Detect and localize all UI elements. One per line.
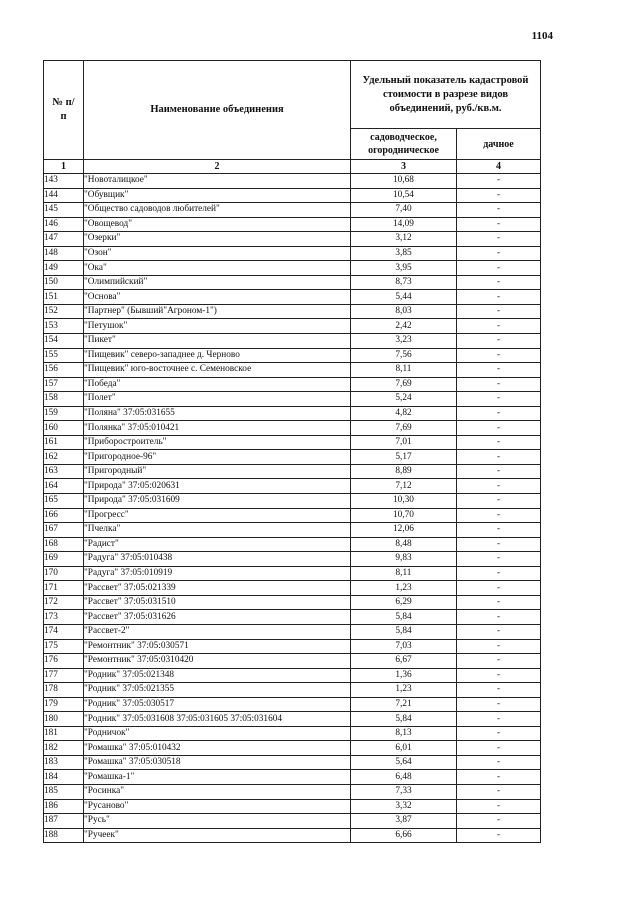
table-row [44, 334, 541, 349]
row-number-cell: 176 [44, 654, 84, 669]
row-garden-value-cell: 7,01 [351, 435, 457, 450]
table-row [44, 508, 541, 523]
row-dacha-value-cell: - [457, 363, 541, 378]
row-garden-value-cell: 14,09 [351, 217, 457, 232]
column-index-row [44, 160, 541, 174]
row-garden-value-cell: 1,23 [351, 683, 457, 698]
table-row [44, 610, 541, 625]
row-name-cell: "Поляна" 37:05:031655 [84, 406, 351, 421]
row-number-cell: 162 [44, 450, 84, 465]
row-number-cell: 149 [44, 261, 84, 276]
table-row [44, 639, 541, 654]
row-dacha-value-cell: - [457, 770, 541, 785]
table-row [44, 770, 541, 785]
table-row [44, 523, 541, 538]
row-dacha-value-cell: - [457, 348, 541, 363]
row-name-cell: "Озон" [84, 246, 351, 261]
row-dacha-value-cell: - [457, 319, 541, 334]
table-row [44, 712, 541, 727]
table-row [44, 566, 541, 581]
table-row [44, 494, 541, 509]
table-header [44, 61, 541, 160]
row-name-cell: "Ремонтник" 37:05:030571 [84, 639, 351, 654]
row-garden-value-cell: 12,06 [351, 523, 457, 538]
row-garden-value-cell: 6,01 [351, 741, 457, 756]
row-name-cell: "Родник" 37:05:031608 37:05:031605 37:05:031604 [84, 712, 351, 727]
header-garden: садоводческое, огородническое [351, 129, 457, 160]
row-dacha-value-cell: - [457, 755, 541, 770]
row-name-cell: "Основа" [84, 290, 351, 305]
row-number-cell: 167 [44, 523, 84, 538]
row-garden-value-cell: 8,11 [351, 566, 457, 581]
table-row [44, 377, 541, 392]
row-number-cell: 180 [44, 712, 84, 727]
row-garden-value-cell: 8,03 [351, 304, 457, 319]
row-number-cell: 159 [44, 406, 84, 421]
page-number: 1104 [531, 30, 553, 42]
index-cell: 3 [351, 160, 457, 174]
row-dacha-value-cell: - [457, 508, 541, 523]
row-number-cell: 183 [44, 755, 84, 770]
row-number-cell: 177 [44, 668, 84, 683]
table-row [44, 217, 541, 232]
row-number-cell: 146 [44, 217, 84, 232]
row-garden-value-cell: 6,67 [351, 654, 457, 669]
row-dacha-value-cell: - [457, 203, 541, 218]
row-dacha-value-cell: - [457, 188, 541, 203]
table-row [44, 828, 541, 843]
table-row [44, 188, 541, 203]
table-row [44, 697, 541, 712]
row-name-cell: "Овощевод" [84, 217, 351, 232]
row-name-cell: "Ремонтник" 37:05:0310420 [84, 654, 351, 669]
table-row [44, 275, 541, 290]
row-garden-value-cell: 9,83 [351, 552, 457, 567]
row-name-cell: "Рассвет" 37:05:021339 [84, 581, 351, 596]
row-dacha-value-cell: - [457, 377, 541, 392]
row-number-cell: 186 [44, 799, 84, 814]
row-name-cell: "Полянка" 37:05:010421 [84, 421, 351, 436]
row-garden-value-cell: 10,70 [351, 508, 457, 523]
table-row [44, 683, 541, 698]
row-number-cell: 175 [44, 639, 84, 654]
row-garden-value-cell: 5,84 [351, 712, 457, 727]
row-name-cell: "Прогресс" [84, 508, 351, 523]
table-row [44, 784, 541, 799]
table-row [44, 726, 541, 741]
row-dacha-value-cell: - [457, 595, 541, 610]
row-number-cell: 185 [44, 784, 84, 799]
row-name-cell: "Ромашка-1" [84, 770, 351, 785]
row-garden-value-cell: 8,89 [351, 464, 457, 479]
row-garden-value-cell: 1,23 [351, 581, 457, 596]
row-garden-value-cell: 5,17 [351, 450, 457, 465]
header-value-group: Удельный показатель кадастровой стоимости в разрезе видов объединений, руб./кв.м. [351, 61, 541, 129]
table-row [44, 232, 541, 247]
row-name-cell: "Рассвет" 37:05:031626 [84, 610, 351, 625]
row-name-cell: "Родничок" [84, 726, 351, 741]
row-dacha-value-cell: - [457, 552, 541, 567]
row-number-cell: 143 [44, 174, 84, 189]
row-garden-value-cell: 10,54 [351, 188, 457, 203]
row-name-cell: "Родник" 37:05:021355 [84, 683, 351, 698]
table-body [44, 160, 541, 843]
row-name-cell: "Озерки" [84, 232, 351, 247]
row-number-cell: 147 [44, 232, 84, 247]
row-dacha-value-cell: - [457, 494, 541, 509]
table-row [44, 392, 541, 407]
row-number-cell: 145 [44, 203, 84, 218]
row-dacha-value-cell: - [457, 334, 541, 349]
row-name-cell: "Природа" 37:05:020631 [84, 479, 351, 494]
row-dacha-value-cell: - [457, 304, 541, 319]
row-dacha-value-cell: - [457, 654, 541, 669]
row-garden-value-cell: 5,44 [351, 290, 457, 305]
row-number-cell: 179 [44, 697, 84, 712]
row-name-cell: "Пищевик" юго-восточнее с. Семеновское [84, 363, 351, 378]
row-name-cell: "Победа" [84, 377, 351, 392]
table-row [44, 624, 541, 639]
row-garden-value-cell: 10,30 [351, 494, 457, 509]
table-row [44, 421, 541, 436]
row-dacha-value-cell: - [457, 799, 541, 814]
row-dacha-value-cell: - [457, 421, 541, 436]
row-garden-value-cell: 3,32 [351, 799, 457, 814]
header-name: Наименование объединения [84, 61, 351, 160]
row-garden-value-cell: 7,21 [351, 697, 457, 712]
row-dacha-value-cell: - [457, 726, 541, 741]
row-name-cell: "Рассвет" 37:05:031510 [84, 595, 351, 610]
row-name-cell: "Родник" 37:05:021348 [84, 668, 351, 683]
row-name-cell: "Родник" 37:05:030517 [84, 697, 351, 712]
row-name-cell: "Олимпийский" [84, 275, 351, 290]
row-dacha-value-cell: - [457, 479, 541, 494]
cadastral-value-table [43, 60, 541, 843]
row-garden-value-cell: 7,33 [351, 784, 457, 799]
row-dacha-value-cell: - [457, 784, 541, 799]
row-dacha-value-cell: - [457, 712, 541, 727]
header-number: № п/п [44, 61, 84, 160]
row-number-cell: 172 [44, 595, 84, 610]
row-number-cell: 148 [44, 246, 84, 261]
row-number-cell: 158 [44, 392, 84, 407]
row-garden-value-cell: 7,40 [351, 203, 457, 218]
row-number-cell: 156 [44, 363, 84, 378]
row-dacha-value-cell: - [457, 639, 541, 654]
row-dacha-value-cell: - [457, 392, 541, 407]
row-number-cell: 150 [44, 275, 84, 290]
row-dacha-value-cell: - [457, 246, 541, 261]
row-dacha-value-cell: - [457, 232, 541, 247]
row-dacha-value-cell: - [457, 275, 541, 290]
row-garden-value-cell: 8,48 [351, 537, 457, 552]
row-number-cell: 166 [44, 508, 84, 523]
row-name-cell: "Новоталицкое" [84, 174, 351, 189]
row-dacha-value-cell: - [457, 828, 541, 843]
row-garden-value-cell: 8,73 [351, 275, 457, 290]
row-name-cell: "Пригородное-96" [84, 450, 351, 465]
row-number-cell: 161 [44, 435, 84, 450]
row-number-cell: 160 [44, 421, 84, 436]
table-row [44, 479, 541, 494]
row-number-cell: 171 [44, 581, 84, 596]
table-row [44, 290, 541, 305]
row-dacha-value-cell: - [457, 261, 541, 276]
table-row [44, 174, 541, 189]
row-name-cell: "Пригородный" [84, 464, 351, 479]
row-number-cell: 157 [44, 377, 84, 392]
table-row [44, 654, 541, 669]
row-garden-value-cell: 2,42 [351, 319, 457, 334]
row-number-cell: 173 [44, 610, 84, 625]
row-name-cell: "Пикет" [84, 334, 351, 349]
row-dacha-value-cell: - [457, 464, 541, 479]
row-name-cell: "Ока" [84, 261, 351, 276]
row-dacha-value-cell: - [457, 581, 541, 596]
row-dacha-value-cell: - [457, 523, 541, 538]
row-dacha-value-cell: - [457, 566, 541, 581]
row-number-cell: 154 [44, 334, 84, 349]
table-row [44, 261, 541, 276]
table-row [44, 435, 541, 450]
row-garden-value-cell: 7,69 [351, 421, 457, 436]
row-garden-value-cell: 5,24 [351, 392, 457, 407]
row-garden-value-cell: 6,66 [351, 828, 457, 843]
row-name-cell: "Ромашка" 37:05:030518 [84, 755, 351, 770]
row-name-cell: "Ручеек" [84, 828, 351, 843]
row-number-cell: 184 [44, 770, 84, 785]
row-dacha-value-cell: - [457, 668, 541, 683]
row-name-cell: "Пищевик" северо-западнее д. Черново [84, 348, 351, 363]
row-number-cell: 144 [44, 188, 84, 203]
table-row [44, 319, 541, 334]
table-row [44, 363, 541, 378]
row-garden-value-cell: 8,13 [351, 726, 457, 741]
row-name-cell: "Радуга" 37:05:010438 [84, 552, 351, 567]
table-row [44, 203, 541, 218]
table-row [44, 406, 541, 421]
table-row [44, 799, 541, 814]
row-garden-value-cell: 7,56 [351, 348, 457, 363]
row-dacha-value-cell: - [457, 435, 541, 450]
table-row [44, 348, 541, 363]
row-dacha-value-cell: - [457, 537, 541, 552]
row-garden-value-cell: 1,36 [351, 668, 457, 683]
row-dacha-value-cell: - [457, 610, 541, 625]
row-name-cell: "Общество садоводов любителей" [84, 203, 351, 218]
row-number-cell: 181 [44, 726, 84, 741]
table-row [44, 304, 541, 319]
row-number-cell: 170 [44, 566, 84, 581]
row-name-cell: "Природа" 37:05:031609 [84, 494, 351, 509]
row-name-cell: "Русь" [84, 814, 351, 829]
row-number-cell: 163 [44, 464, 84, 479]
row-number-cell: 182 [44, 741, 84, 756]
row-number-cell: 169 [44, 552, 84, 567]
table-row [44, 464, 541, 479]
table-row [44, 450, 541, 465]
header-dacha: дачное [457, 129, 541, 160]
row-number-cell: 151 [44, 290, 84, 305]
row-garden-value-cell: 7,12 [351, 479, 457, 494]
row-garden-value-cell: 5,84 [351, 610, 457, 625]
row-dacha-value-cell: - [457, 450, 541, 465]
row-garden-value-cell: 3,23 [351, 334, 457, 349]
index-cell: 2 [84, 160, 351, 174]
row-name-cell: "Радуга" 37:05:010919 [84, 566, 351, 581]
row-garden-value-cell: 3,85 [351, 246, 457, 261]
row-garden-value-cell: 6,29 [351, 595, 457, 610]
row-name-cell: "Росинка" [84, 784, 351, 799]
row-name-cell: "Приборостроитель" [84, 435, 351, 450]
row-dacha-value-cell: - [457, 741, 541, 756]
row-name-cell: "Полет" [84, 392, 351, 407]
row-garden-value-cell: 3,87 [351, 814, 457, 829]
row-garden-value-cell: 4,82 [351, 406, 457, 421]
row-garden-value-cell: 3,12 [351, 232, 457, 247]
table-row [44, 581, 541, 596]
table-row [44, 246, 541, 261]
row-number-cell: 153 [44, 319, 84, 334]
row-dacha-value-cell: - [457, 217, 541, 232]
row-name-cell: "Радист" [84, 537, 351, 552]
table-row [44, 668, 541, 683]
row-dacha-value-cell: - [457, 814, 541, 829]
index-cell: 4 [457, 160, 541, 174]
row-number-cell: 165 [44, 494, 84, 509]
row-garden-value-cell: 3,95 [351, 261, 457, 276]
row-number-cell: 188 [44, 828, 84, 843]
row-number-cell: 152 [44, 304, 84, 319]
row-garden-value-cell: 6,48 [351, 770, 457, 785]
table-row [44, 537, 541, 552]
row-name-cell: "Пчелка" [84, 523, 351, 538]
row-number-cell: 155 [44, 348, 84, 363]
row-garden-value-cell: 7,03 [351, 639, 457, 654]
row-number-cell: 168 [44, 537, 84, 552]
row-dacha-value-cell: - [457, 624, 541, 639]
row-number-cell: 174 [44, 624, 84, 639]
index-cell: 1 [44, 160, 84, 174]
table-row [44, 741, 541, 756]
row-garden-value-cell: 10,68 [351, 174, 457, 189]
row-garden-value-cell: 5,64 [351, 755, 457, 770]
row-number-cell: 164 [44, 479, 84, 494]
row-dacha-value-cell: - [457, 406, 541, 421]
table-row [44, 552, 541, 567]
table-row [44, 595, 541, 610]
row-garden-value-cell: 8,11 [351, 363, 457, 378]
row-name-cell: "Партнер" (Бывший"Агроном-1") [84, 304, 351, 319]
row-name-cell: "Русаново" [84, 799, 351, 814]
row-name-cell: "Ромашка" 37:05:010432 [84, 741, 351, 756]
table-row [44, 755, 541, 770]
row-dacha-value-cell: - [457, 697, 541, 712]
row-dacha-value-cell: - [457, 683, 541, 698]
row-number-cell: 187 [44, 814, 84, 829]
row-name-cell: "Обувщик" [84, 188, 351, 203]
row-dacha-value-cell: - [457, 174, 541, 189]
table-row [44, 814, 541, 829]
row-garden-value-cell: 7,69 [351, 377, 457, 392]
row-garden-value-cell: 5,84 [351, 624, 457, 639]
row-name-cell: "Петушок" [84, 319, 351, 334]
row-number-cell: 178 [44, 683, 84, 698]
row-dacha-value-cell: - [457, 290, 541, 305]
row-name-cell: "Рассвет-2" [84, 624, 351, 639]
